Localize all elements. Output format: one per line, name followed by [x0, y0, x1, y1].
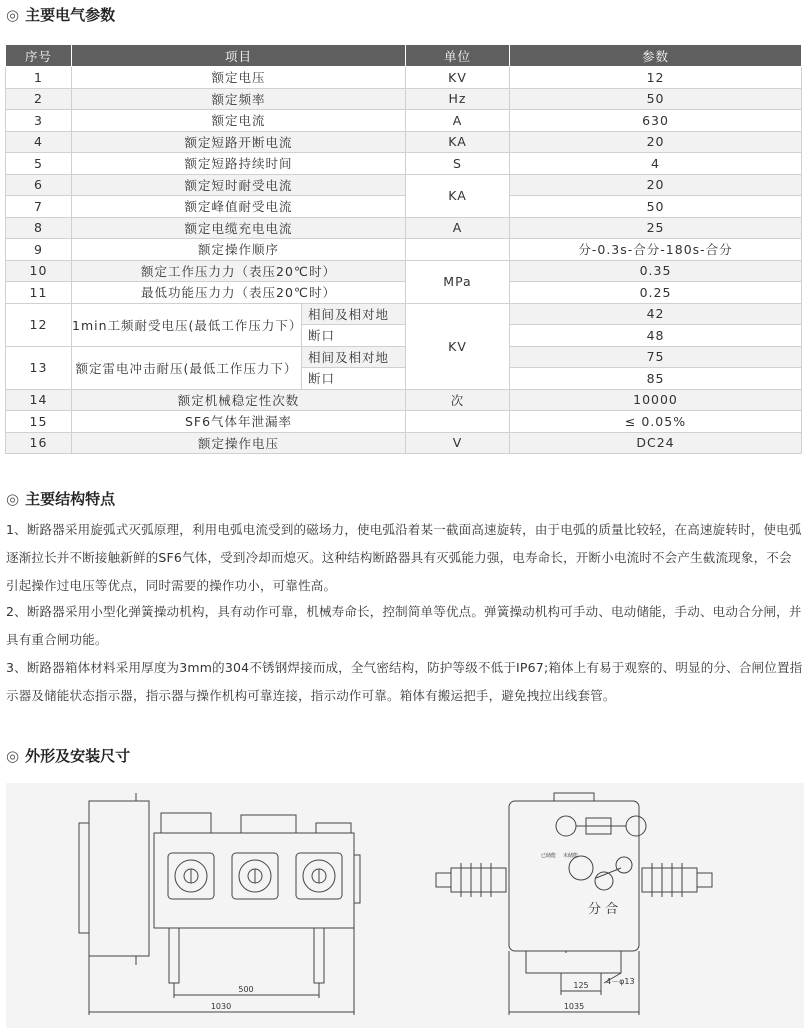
- table-row: 断口 48: [6, 325, 802, 347]
- indicator-right-label: 未储能: [563, 853, 579, 859]
- table-row: 12 1min工频耐受电压(最低工作压力下） 相间及相对地 KV 42: [6, 303, 802, 325]
- header-value: 参数: [510, 45, 802, 67]
- feature-paragraph-3: 3、断路器箱体材料采用厚度为3mm的304不锈钢焊接而成，全气密结构，防护等级不低于IP67;箱体上有易于观察的、明显的分、合闸位置指示器及储能状态指示器，指示器与操作机构可靠连接，指示动作可靠。箱体有搬运把手，避免拽拉出线套管。: [6, 660, 803, 703]
- section-title-features: ◎ 主要结构特点: [6, 490, 116, 508]
- hole-label: 4－φ13: [606, 977, 635, 986]
- feature-paragraph-1: 1、断路器采用旋弧式灭弧原理，利用电弧电流受到的磁场力，使电弧沿着某一截面高速旋转，由于电弧的质量比较轻，在高速旋转时，使电弧逐渐拉长并不断接触新鲜的SF6气体，受到冷却而熄灭。这种结构断路器具有灭弧能力强，电寿命长，开断小电流时不会产生截流现象，不会引起操作过电压等优点，同时需要的操作功小，可靠性高。: [6, 522, 802, 593]
- circle-mark-icon: ◎: [6, 490, 20, 508]
- table-row: 15 SF6气体年泄漏率 ≤ 0.05%: [6, 411, 802, 433]
- table-header-row: [6, 45, 802, 67]
- dim-1035-label: 1035: [563, 1002, 585, 1011]
- table-row: 7 额定峰值耐受电流 50: [6, 196, 802, 218]
- header-unit: 单位: [406, 45, 510, 67]
- indicator-left-label: 已储能: [541, 853, 557, 859]
- circle-mark-icon: ◎: [6, 747, 20, 765]
- side-view-drawing: [79, 793, 360, 1015]
- header-no: 序号: [6, 45, 72, 67]
- header-item: 项目: [72, 45, 406, 67]
- table-row: 10 额定工作压力力（表压20℃时） MPa 0.35: [6, 260, 802, 282]
- dim-500-label: 500: [238, 985, 254, 994]
- dim-1030-label: 1030: [210, 1002, 232, 1011]
- section-title-dimensions: ◎ 外形及安装尺寸: [6, 747, 131, 765]
- table-row: 13 额定雷电冲击耐压(最低工作压力下） 相间及相对地 75: [6, 346, 802, 368]
- section-title-params: ◎ 主要电气参数: [6, 6, 116, 24]
- table-row: 6 额定短时耐受电流 KA 20: [6, 174, 802, 196]
- feature-paragraph-2: 2、断路器采用小型化弹簧操动机构，具有动作可靠，机械寿命长，控制简单等优点。弹簧操动机构可手动、电动储能，手动、电动合分闸，并具有重合闸功能。: [6, 604, 802, 647]
- table-row: 2 额定频率 Hz 50: [6, 88, 802, 110]
- parameters-table: [5, 44, 802, 454]
- table-row: 8 额定电缆充电电流 A 25: [6, 217, 802, 239]
- table-row: 断口 85: [6, 368, 802, 390]
- dimension-drawing: [6, 783, 804, 1028]
- table-row: 5 额定短路持续时间 S 4: [6, 153, 802, 175]
- circle-mark-icon: ◎: [6, 6, 20, 24]
- table-row: 11 最低功能压力力（表压20℃时） 0.25: [6, 282, 802, 304]
- dimension-drawing-svg: [6, 783, 804, 1028]
- table-row: 14 额定机械稳定性次数 次 10000: [6, 389, 802, 411]
- table-row: 16 额定操作电压 V DC24: [6, 432, 802, 454]
- dim-125-label: 125: [573, 981, 589, 990]
- table-row: 9 额定操作顺序 分-0.3s-合分-180s-合分: [6, 239, 802, 261]
- table-row: 1 额定电压 KV 12: [6, 67, 802, 89]
- open-close-label: 分 合: [588, 902, 619, 917]
- table-row: 4 额定短路开断电流 KA 20: [6, 131, 802, 153]
- table-row: 3 额定电流 A 630: [6, 110, 802, 132]
